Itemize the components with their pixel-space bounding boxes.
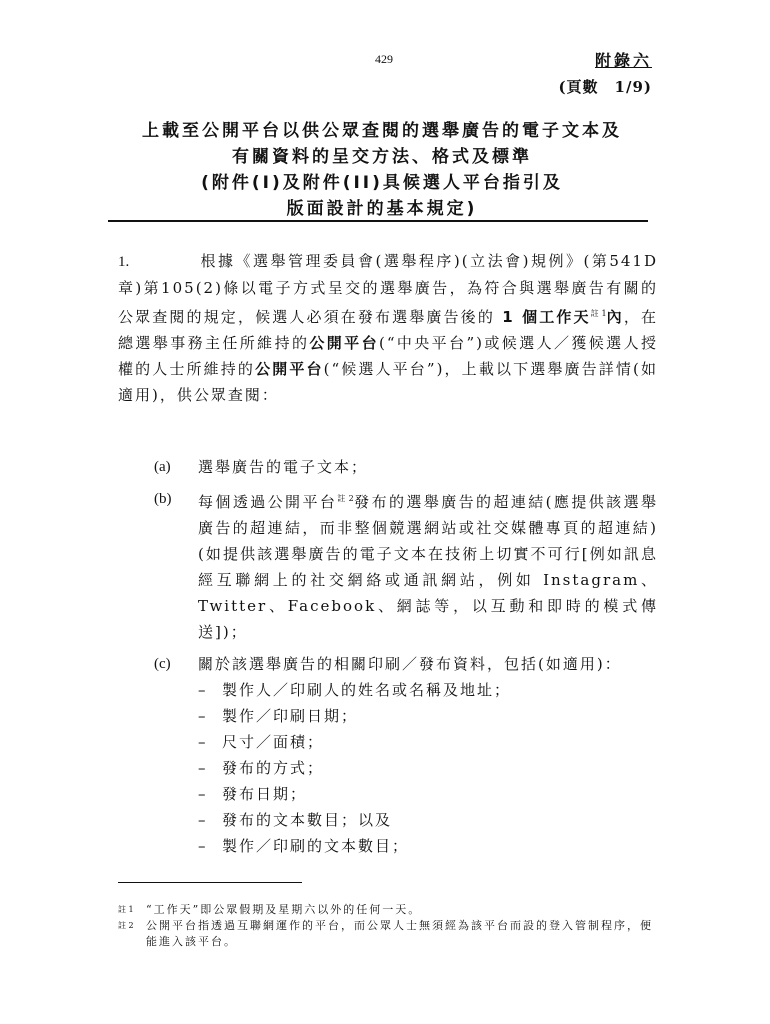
sub-list-item: – 尺寸／面積； — [198, 729, 658, 755]
footnote-1-text: “工作天”即公眾假期及星期六以外的任何一天。 — [146, 903, 422, 916]
title-line-2: 有關資料的呈交方法、格式及標準 — [232, 147, 532, 167]
paragraph-bold-c: 公開平台 — [309, 334, 379, 352]
footnote-2 — [118, 918, 658, 950]
paragraph-bold-d: 公開平台 — [255, 360, 324, 378]
item-text-b — [198, 486, 658, 645]
annex-label-text: 附錄六 — [594, 51, 652, 70]
footnote-ref-2: 註 2 — [337, 494, 354, 503]
title-divider — [108, 220, 648, 222]
item-b-text-a: 每個透過公開平台 — [198, 493, 338, 511]
dash-bullet: – — [198, 681, 208, 699]
dash-bullet: – — [198, 707, 208, 725]
footnote-1 — [118, 902, 658, 918]
list-item-a — [118, 454, 658, 480]
paragraph-1 — [118, 248, 658, 408]
title-line-1: 上載至公開平台以供公眾查閱的選舉廣告的電子文本及 — [142, 121, 622, 141]
sub-list-item: – 製作人／印刷人的姓名或名稱及地址； — [198, 677, 658, 703]
sub-list-item: – 製作／印刷日期； — [198, 703, 658, 729]
dash-bullet: – — [198, 811, 208, 829]
footnote-divider — [118, 882, 302, 883]
paragraph-text-d: (“候選人平台”)，上載以下選舉廣告詳情(如適用)，供公眾查閱： — [118, 360, 658, 404]
sub-list-item: – 發布日期； — [198, 781, 658, 807]
sub-list-item: – 發布的方式； — [198, 755, 658, 781]
footnote-ref-1: 註 1 — [590, 309, 607, 318]
item-label-c: (c) — [154, 656, 171, 672]
dash-bullet: – — [198, 785, 208, 803]
item-list — [118, 454, 658, 859]
sub-list-item: – 發布的文本數目；以及 — [198, 807, 658, 833]
item-c-intro: 關於該選舉廣告的相關印刷／發布資料，包括(如適用)： — [198, 655, 622, 673]
title-line-3: (附件(I)及附件(II)具候選人平台指引及 — [201, 173, 563, 193]
annex-label — [595, 48, 652, 71]
dash-bullet: – — [198, 733, 208, 751]
item-text-c — [198, 651, 658, 859]
item-text-a: 選舉廣告的電子文本； — [198, 458, 369, 476]
title-line-4: 版面設計的基本規定) — [286, 199, 478, 219]
paragraph-text-b: ，在總選舉事務主任所維持的 — [118, 308, 658, 352]
page-number: 429 — [375, 52, 393, 66]
paragraph-text-c: (“中央平台”)或候選人／獲候選人授權的人士所維持的 — [118, 334, 658, 378]
page-count: (頁數 1/9) — [558, 78, 652, 96]
footnote-2-mark: 註 2 — [118, 921, 134, 930]
dash-bullet: – — [198, 759, 208, 777]
sub-list-item: – 製作／印刷的文本數目； — [198, 833, 658, 859]
paragraph-number: 1. — [118, 254, 130, 270]
item-label-a: (a) — [154, 459, 171, 475]
paragraph-bold-a: 1 個工作天 — [494, 308, 591, 326]
footnote-1-mark: 註 1 — [118, 905, 134, 914]
paragraph-text-a: 根據《選舉管理委員會(選舉程序)(立法會)規例》(第541D章)第105(2)條以電子方式呈交的選舉廣告，為符合與選舉廣告有關的公眾查閱的規定，候選人必須在發布選舉廣告後的 — [118, 252, 658, 326]
footnote-2-text: 公開平台指透過互聯網運作的平台，而公眾人士無須經為該平台而設的登入管制程序，便能進入該平台。 — [146, 919, 653, 948]
footnotes — [118, 902, 658, 950]
list-item-b — [118, 486, 658, 645]
sub-list — [198, 677, 658, 859]
item-label-b: (b) — [154, 491, 172, 507]
item-b-text-b: 發布的選舉廣告的超連結(應提供該選舉廣告的超連結，而非整個競選網站或社交媒體專頁的超連結)(如提供該選舉廣告的電子文本在技術上切實不可行[例如訊息經互聯網上的社交網絡或通訊網站，例如 Instagram、Twitter、Facebook、網誌等，以互動和即時的模式傳送])； — [198, 493, 658, 641]
paragraph-bold-b: 內 — [606, 308, 624, 326]
document-title — [108, 118, 656, 222]
dash-bullet: – — [198, 837, 208, 855]
list-item-c — [118, 651, 658, 859]
